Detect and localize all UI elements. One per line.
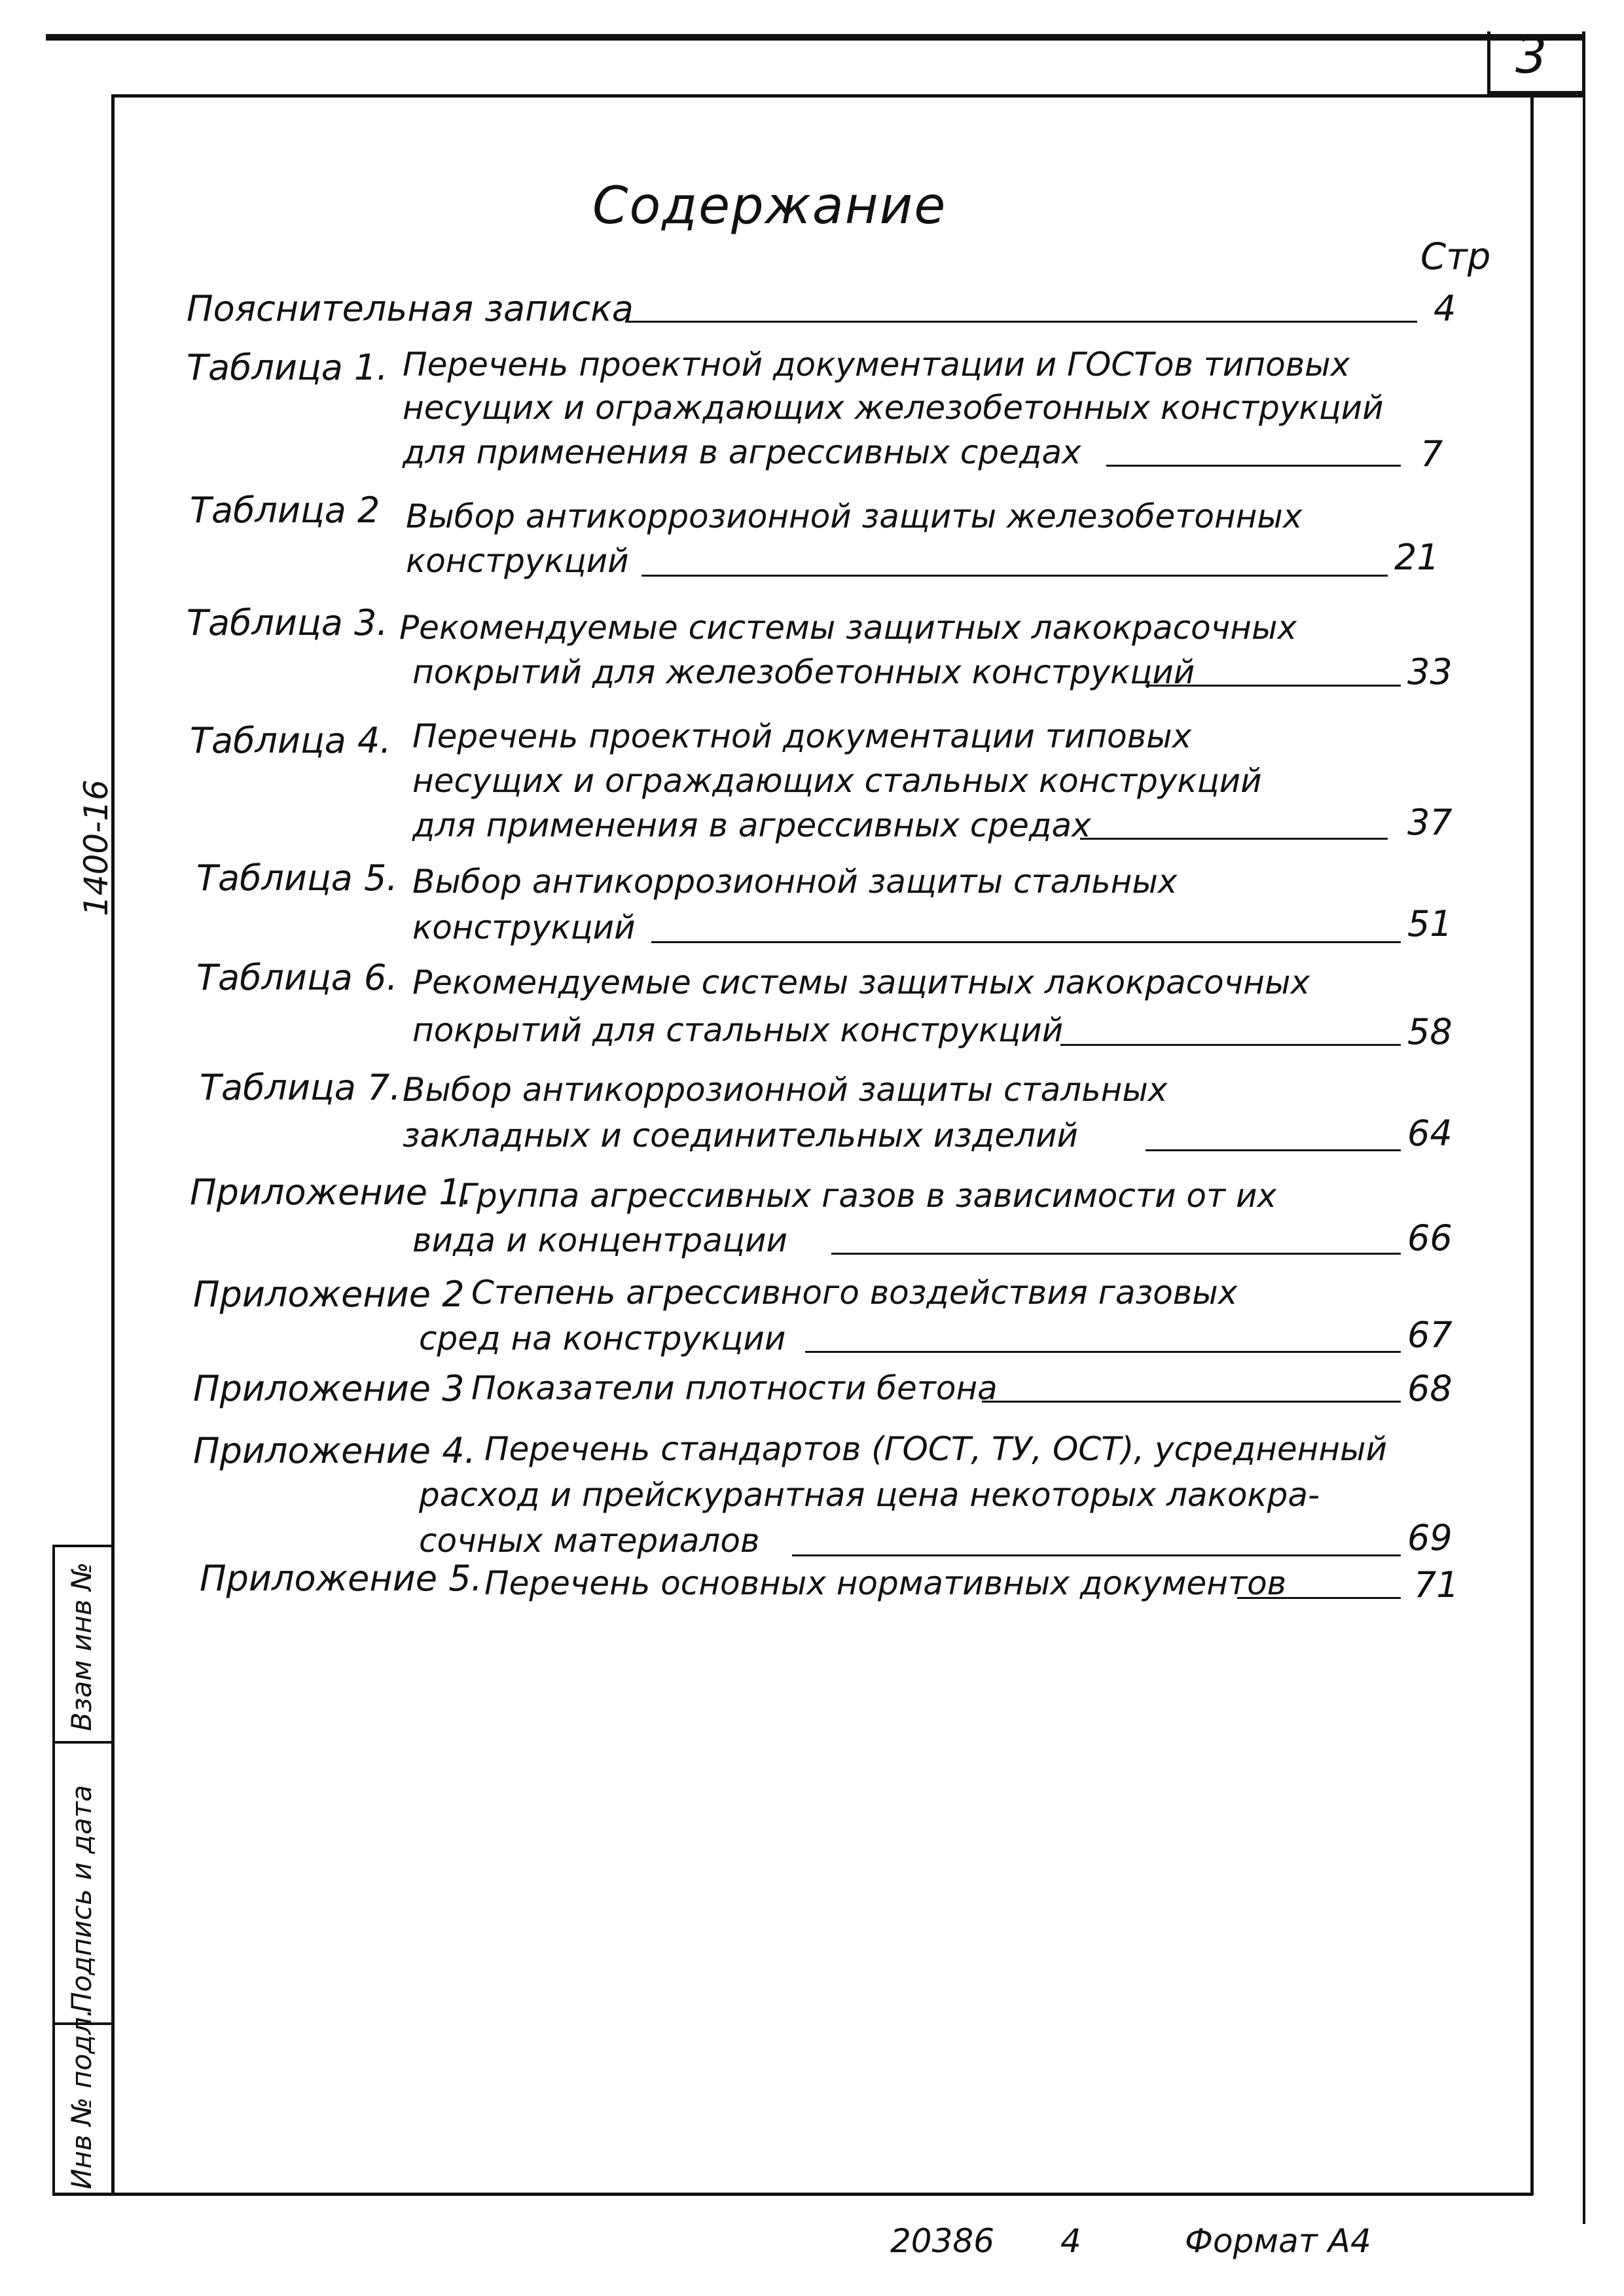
stamp-replaced-inv: Взам инв №: [65, 1562, 98, 1731]
toc-leader: [982, 1401, 1401, 1403]
toc-entry-label: Приложение 2: [193, 1274, 465, 1315]
toc-entry-label: Таблица 2: [190, 490, 380, 531]
toc-page-number: 7: [1420, 433, 1443, 475]
toc-entry-label: Таблица 5.: [196, 857, 398, 899]
toc-entry-line: закладных и соединительных изделий: [403, 1117, 1079, 1155]
stamp-signature-date: Подпись и дата: [65, 1785, 98, 2013]
toc-entry-line: Рекомендуемые системы защитных лакокрасочных: [412, 963, 1310, 1001]
order-number: 20386: [890, 2222, 995, 2260]
frame-right: [1530, 94, 1534, 2195]
toc-entry-line: покрытий для железобетонных конструкций: [412, 653, 1195, 691]
toc-entry-line: Выбор антикоррозионной защиты стальных: [412, 863, 1178, 901]
toc-leader: [641, 575, 1388, 577]
toc-entry-line: Перечень проектной документации и ГОСТов типовых: [403, 346, 1350, 384]
toc-entry-line: расход и прейскурантная цена некоторых лакокра-: [419, 1476, 1320, 1514]
toc-entry-line: Показатели плотности бетона: [471, 1369, 998, 1407]
toc-page-number: 21: [1394, 537, 1439, 578]
toc-entry-line: Рекомендуемые системы защитных лакокрасочных: [399, 609, 1297, 647]
toc-entry-line: Перечень стандартов (ГОСТ, ТУ, ОСТ), усредненный: [484, 1430, 1388, 1468]
document-code: 1400-16: [77, 780, 115, 916]
toc-entry-line: Выбор антикоррозионной защиты стальных: [403, 1071, 1168, 1109]
frame-bottom: [52, 2193, 1533, 2196]
toc-leader: [805, 1351, 1401, 1353]
toc-leader: [651, 941, 1401, 943]
toc-entry-line: покрытий для стальных конструкций: [412, 1011, 1064, 1049]
toc-page-number: 58: [1407, 1011, 1453, 1052]
toc-page-number: 69: [1407, 1517, 1453, 1558]
toc-entry-line: Группа агрессивных газов в зависимости от их: [458, 1177, 1277, 1215]
toc-entry-line: Степень агрессивного воздействия газовых: [471, 1274, 1238, 1312]
toc-entry-label: Приложение 3: [193, 1368, 465, 1409]
sheet-number: 3: [1515, 26, 1547, 84]
toc-entry-label: Приложение 1.: [190, 1172, 473, 1213]
toc-entry-label: Приложение 5.: [200, 1558, 482, 1599]
toc-entry-line: несущих и ограждающих стальных конструкций: [412, 762, 1262, 800]
toc-leader: [1146, 685, 1401, 687]
toc-leader: [1080, 838, 1388, 840]
toc-page-number: 64: [1407, 1113, 1453, 1154]
toc-leader: [831, 1253, 1401, 1255]
toc-page-number: 67: [1407, 1314, 1453, 1355]
toc-leader: [1146, 1149, 1401, 1151]
toc-page-number: 71: [1414, 1564, 1459, 1605]
page-column-header: Стр: [1420, 236, 1491, 278]
toc-page-number: 66: [1407, 1217, 1453, 1259]
toc-leader: [792, 1554, 1401, 1556]
toc-leader: [1060, 1044, 1401, 1046]
toc-entry-line: несущих и ограждающих железобетонных конструкций: [403, 389, 1384, 427]
toc-page-number: 33: [1407, 651, 1453, 692]
stamp-div-1: [52, 1741, 113, 1744]
frame-left: [111, 94, 115, 2195]
stamp-left-border: [52, 1545, 55, 2195]
toc-entry-label: Таблица 4.: [190, 720, 391, 761]
stamp-original-inv: Инв № подл.: [65, 2008, 98, 2189]
toc-entry-line: сочных материалов: [419, 1522, 760, 1560]
paper-format: Формат А4: [1185, 2222, 1371, 2260]
toc-page-number: 37: [1407, 802, 1453, 843]
toc-entry-line: вида и концентрации: [412, 1221, 787, 1259]
toc-leader: [1237, 1597, 1401, 1599]
toc-entry-line: конструкций: [406, 542, 629, 580]
toc-leader: [1106, 465, 1401, 467]
frame-top: [111, 94, 1584, 98]
toc-entry-line: сред на конструкции: [419, 1319, 786, 1357]
toc-entry-label: Пояснительная записка: [187, 288, 634, 329]
frame-right-outer: [1583, 31, 1585, 2224]
stamp-top-border: [52, 1545, 113, 1547]
toc-entry-label: Таблица 6.: [196, 957, 398, 998]
toc-entry-line: конструкций: [412, 908, 636, 946]
toc-entry-label: Таблица 7.: [200, 1067, 401, 1108]
toc-leader: [625, 321, 1417, 323]
toc-page-number: 51: [1407, 903, 1453, 944]
footer-sheet: 4: [1060, 2222, 1081, 2260]
toc-entry-label: Таблица 1.: [187, 347, 388, 388]
toc-entry-line: Перечень основных нормативных документов: [484, 1564, 1287, 1602]
toc-entry-line: для применения в агрессивных средах: [403, 433, 1081, 471]
toc-page-number: 4: [1434, 288, 1456, 329]
toc-entry-label: Приложение 4.: [193, 1430, 476, 1471]
toc-entry-line: Перечень проектной документации типовых: [412, 717, 1192, 755]
toc-entry-line: Выбор антикоррозионной защиты железобетонных: [406, 497, 1303, 535]
top-border: [46, 34, 1584, 41]
toc-entry-label: Таблица 3.: [187, 602, 388, 643]
toc-entry-line: для применения в агрессивных средах: [412, 806, 1091, 844]
toc-page-number: 68: [1407, 1368, 1453, 1409]
page-title: Содержание: [592, 177, 947, 236]
